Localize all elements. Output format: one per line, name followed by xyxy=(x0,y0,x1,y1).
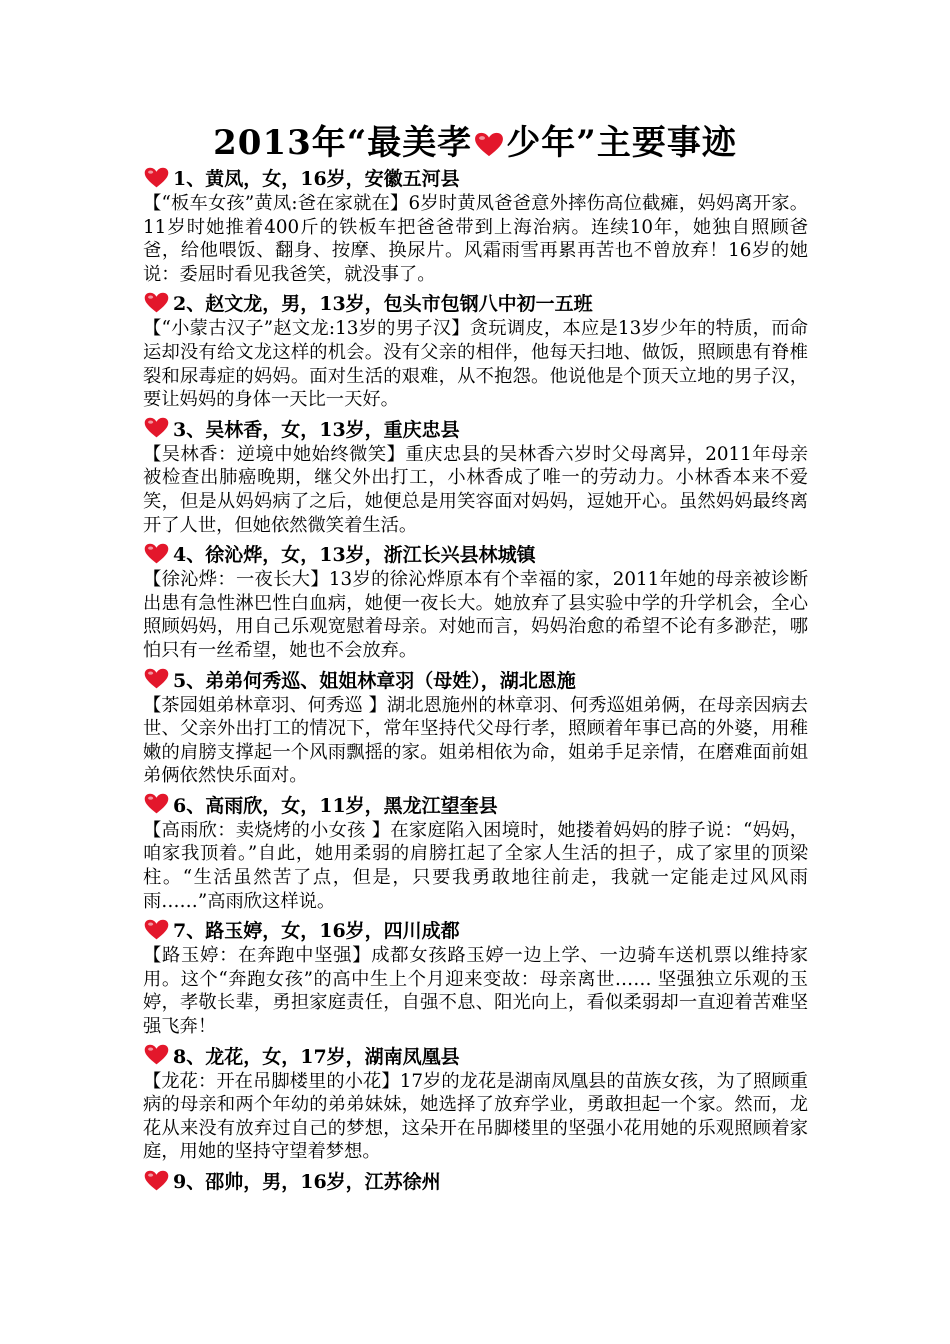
entry-9 xyxy=(143,1166,808,1195)
entry-3 xyxy=(143,414,808,537)
entry-heading-text: 2、赵文龙，男，13岁，包头市包钢八中初一五班 xyxy=(173,293,593,316)
heart-icon xyxy=(143,919,170,941)
entry-body: 【徐沁烨：一夜长大】13岁的徐沁烨原本有个幸福的家，2011年她的母亲被诊断出患有急性淋巴性白血病，她便一夜长大。她放弃了县实验中学的升学机会，全心照顾妈妈，用自己乐观宽慰着母亲。对她而言，妈妈治愈的希望不论有多渺茫，哪怕只有一丝希望，她也不会放弃。 xyxy=(143,569,808,661)
entry-heading xyxy=(143,1041,808,1070)
entry-heading-text: 9、邵帅，男，16岁，江苏徐州 xyxy=(173,1171,441,1193)
entry-heading-text: 4、徐沁烨，女，13岁，浙江长兴县林城镇 xyxy=(173,544,536,567)
entry-heading-text: 5、弟弟何秀巡、姐姐林章羽（母姓），湖北恩施 xyxy=(173,669,576,692)
entry-heading xyxy=(143,539,808,568)
entry-body: 【“小蒙古汉子”赵文龙:13岁的男子汉】贪玩调皮，本应是13岁少年的特质，而命运却没有给文龙这样的机会。没有父亲的相伴，他每天扫地、做饭，照顾患有脊椎裂和尿毒症的妈妈。面对生活的艰难，从不抱怨。他说他是个顶天立地的男子汉，要让妈妈的身体一天比一天好。 xyxy=(143,318,808,411)
entry-5 xyxy=(143,665,808,788)
entry-7 xyxy=(143,915,808,1038)
entry-heading xyxy=(143,288,808,317)
entry-4 xyxy=(143,539,808,662)
entry-heading xyxy=(143,915,808,944)
entries-list xyxy=(143,163,808,1195)
entry-heading xyxy=(143,1166,808,1195)
entry-body: 【吴林香：逆境中她始终微笑】重庆忠县的吴林香六岁时父母离异，2011年母亲被检查出肺癌晚期，继父外出打工，小林香成了唯一的劳动力。小林香本来不爱笑，但是从妈妈病了之后，她便总是用笑容面对妈妈，逗她开心。虽然妈妈最终离开了人世，但她依然微笑着生活。 xyxy=(143,443,808,536)
heart-icon xyxy=(143,1170,170,1192)
heart-icon xyxy=(143,1044,170,1066)
heart-icon xyxy=(143,793,170,815)
entry-body: 【路玉婷：在奔跑中坚强】成都女孩路玉婷一边上学、一边骑车送机票以维持家用。这个“奔跑女孩”的高中生上个月迎来变故：母亲离世…… 坚强独立乐观的玉婷，孝敬长辈，勇担家庭责任，自强不息、阳光向上，看似柔弱却一直迎着苦难坚强飞奔！ xyxy=(143,945,808,1038)
heart-icon xyxy=(143,668,170,690)
heart-icon xyxy=(143,167,170,189)
entry-heading-text: 6、高雨欣，女，11岁，黑龙江望奎县 xyxy=(173,794,498,817)
entry-body: 【“板车女孩”黄凤:爸在家就在】6岁时黄凤爸爸意外摔伤高位截瘫，妈妈离开家。11岁时她推着400斤的铁板车把爸爸带到上海治病。连续10年，她独自照顾爸爸，给他喂饭、翻身、按摩、换尿片。风霜雨雪再累再苦也不曾放弃！16岁的她说：委屈时看见我爸笑，就没事了。 xyxy=(143,193,808,285)
entry-body: 【高雨欣：卖烧烤的小女孩 】在家庭陷入困境时，她搂着妈妈的脖子说：“妈妈，咱家我顶着。”自此，她用柔弱的肩膀扛起了全家人生活的担子，成了家里的顶梁柱。“生活虽然苦了点，但是，只要我勇敢地往前走，我就一定能走过风风雨雨……”高雨欣这样说。 xyxy=(143,819,808,912)
entry-heading xyxy=(143,163,808,192)
heart-icon xyxy=(143,292,170,314)
entry-heading xyxy=(143,414,808,443)
heart-icon xyxy=(143,417,170,439)
entry-8 xyxy=(143,1041,808,1164)
entry-heading-text: 3、吴林香，女，13岁，重庆忠县 xyxy=(173,418,460,441)
title-text-start: 2013年“最美孝 xyxy=(213,123,473,163)
page-title xyxy=(0,120,950,166)
entry-heading-text: 1、黄凤，女，16岁，安徽五河县 xyxy=(173,168,460,190)
heart-icon xyxy=(143,543,170,565)
entry-body: 【龙花：开在吊脚楼里的小花】17岁的龙花是湖南凤凰县的苗族女孩，为了照顾重病的母亲和两个年幼的弟弟妹妹，她选择了放弃学业，勇敢担起一个家。然而，龙花从来没有放弃过自己的梦想，这朵开在吊脚楼里的坚强小花用她的乐观照顾着家庭，用她的坚持守望着梦想。 xyxy=(143,1070,808,1163)
entry-heading xyxy=(143,665,808,694)
entry-2 xyxy=(143,288,808,411)
entry-heading xyxy=(143,790,808,819)
title-text-end: 少年”主要事迹 xyxy=(506,123,737,163)
entry-6 xyxy=(143,790,808,913)
entry-1 xyxy=(143,163,808,286)
entry-heading-text: 7、路玉婷，女，16岁，四川成都 xyxy=(173,920,460,943)
entry-heading-text: 8、龙花，女，17岁，湖南凤凰县 xyxy=(173,1045,460,1068)
entry-body: 【茶园姐弟林章羽、何秀巡 】湖北恩施州的林章羽、何秀巡姐弟俩，在母亲因病去世、父亲外出打工的情况下，常年坚持代父母行孝，照顾着年事已高的外婆，用稚嫩的肩膀支撑起一个风雨飘摇的家。姐弟相依为命，姐弟手足亲情，在磨难面前姐弟俩依然快乐面对。 xyxy=(143,694,808,787)
heart-icon xyxy=(473,132,505,158)
